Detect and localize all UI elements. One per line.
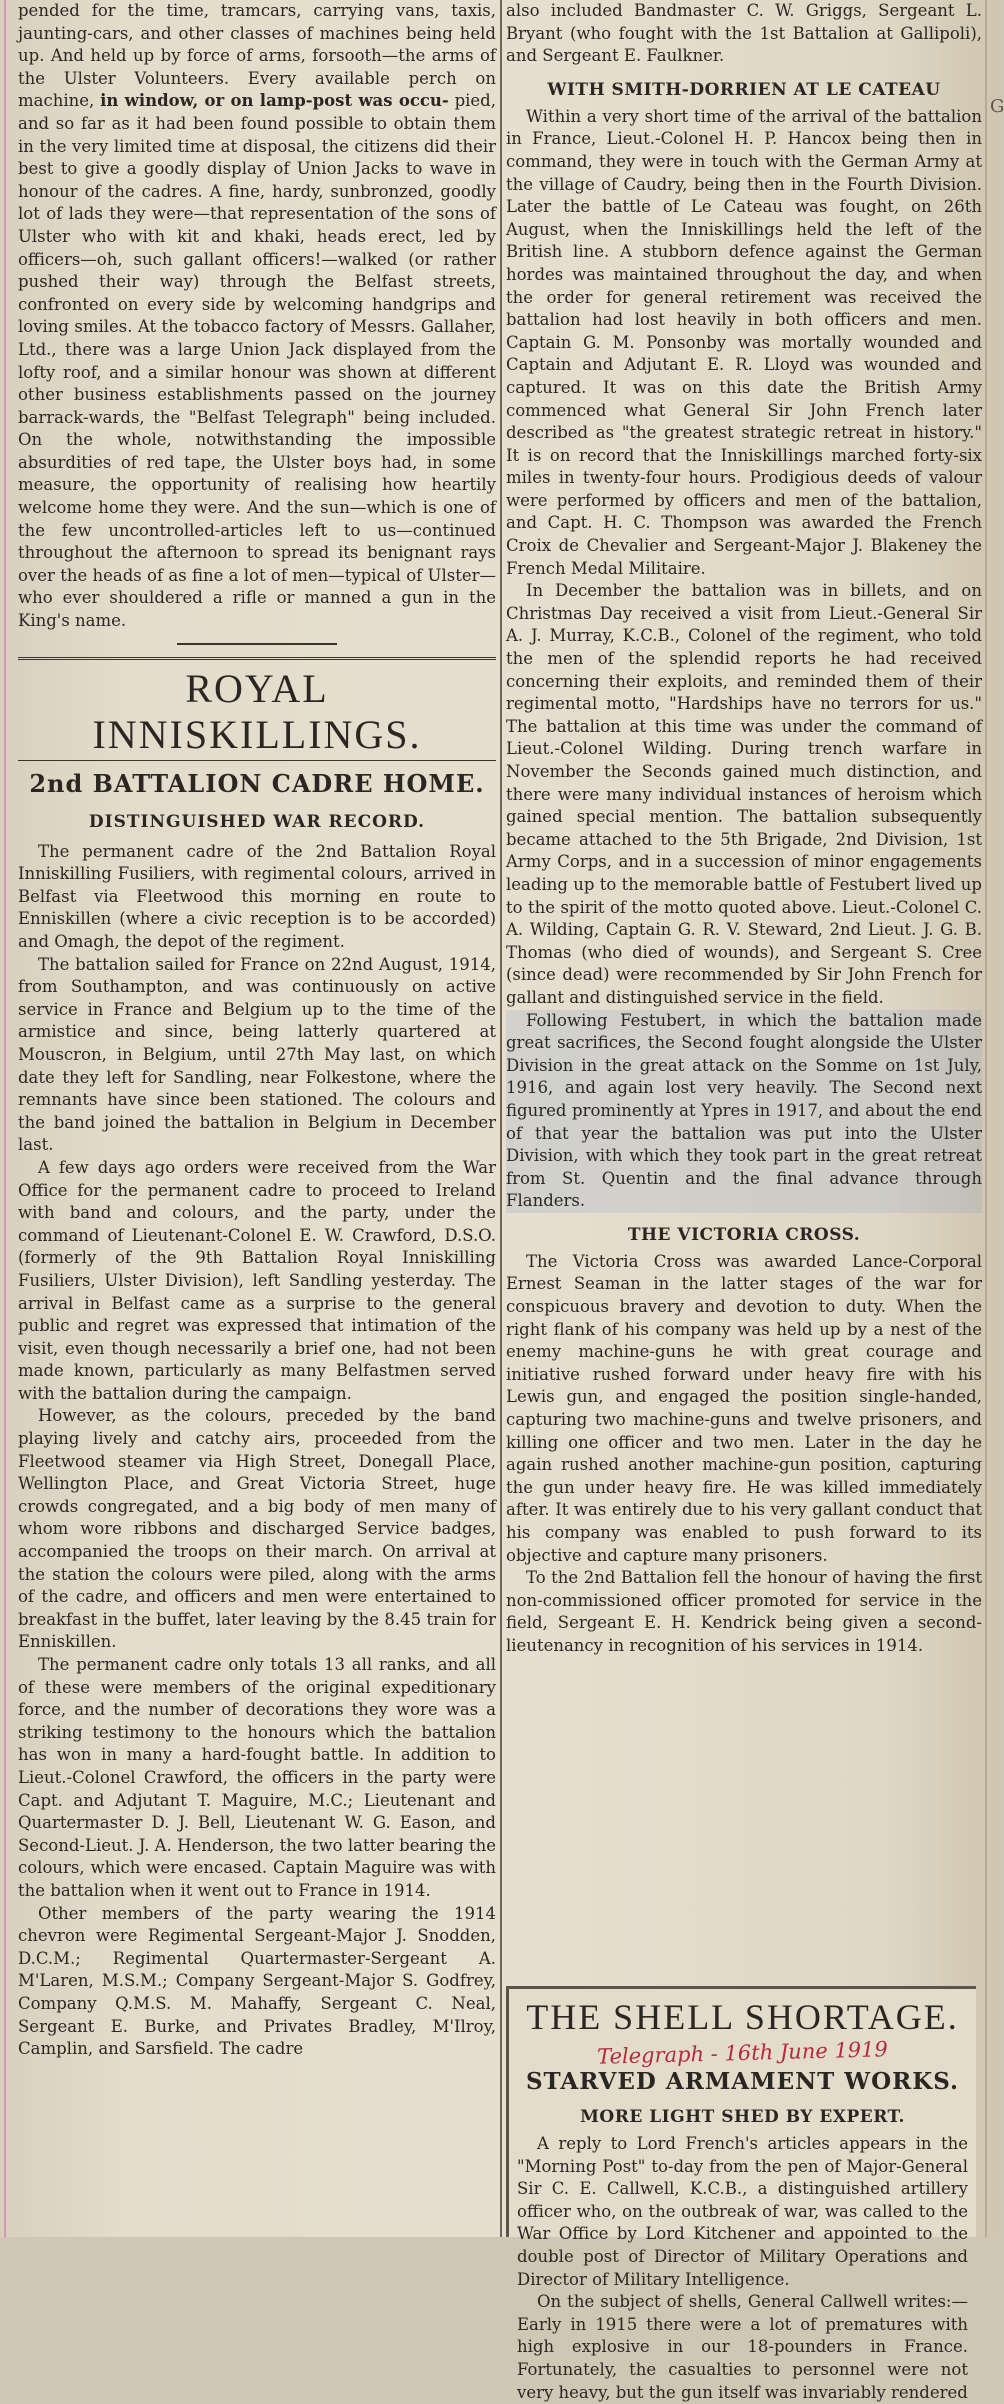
- article-paragraph: However, as the colours, preceded by the band playing lively and catchy airs, proceeded from the Fleetwood steamer via High Street, Donegall Place, Wellington Place, and Great Victoria Street, huge crowds congregated, and a big body of men many of whom wore ribbons and discharged Service badges, accompanied the troops on their march. On arrival at the station the colours were piled, along with the arms of the cadre, and officers and men were entertained to breakfast in the buffet, later leaving by the 8.45 train for Enniskillen.: [18, 1406, 496, 1652]
- intro-text: pended for the time, tramcars, carrying vans, taxis, jaunting-cars, and other classes of machines being held up. And held up by force of arms, forsooth—the arms of the Ulster Volunteers. Every available perch on machine,: [18, 1, 496, 111]
- article-paragraph: The battalion sailed for France on 22nd August, 1914, from Southampton, and was continuously on active service in France and Belgium up to the time of the armistice and since, being latterly quartered at Mouscron, in Belgium, until 27th May last, on which date they left for Sandling, near Folkestone, where the remnants have since been stationed. The colours and the band joined the battalion in Belgium in December last.: [18, 954, 496, 1155]
- article-paragraph: Within a very short time of the arrival of the battalion in France, Lieut.-Colonel H. P. Hancox being then in command, they were in touch with the German Army at the village of Caudry, being then in the Fourth Division. Later the battle of Le Cateau was fought, on 26th August, when the Inniskillings held the left of the British line. A stubborn defence against the German hordes was maintained throughout the day, and when the order for general retirement was received the battalion had lost heavily in both officers and men. Captain G. M. Ponsonby was mortally wounded and Captain and Adjutant E. R. Lloyd was wounded and captured. It was on this date the British Army commenced what General Sir John French later described as "the greatest strategic retreat in history." It is on record that the Inniskillings marched forty-six miles in twenty-four hours. Prodigious deeds of valour were performed by officers and men of the battalion, and Capt. H. C. Thompson was awarded the French Croix de Chevalier and Sergeant-Major J. Blakeney the French Medal Militaire.: [506, 106, 982, 578]
- continued-paragraph: also included Bandmaster C. W. Griggs, Sergeant L. Bryant (who fought with the 1st Battalion at Gallipoli), and Sergeant E. Faulkner.: [506, 1, 982, 66]
- article-paragraph: Other members of the party wearing the 1914 chevron were Regimental Sergeant-Major J. Snodden, D.C.M.; Regimental Quartermaster-Sergeant A. M'Laren, M.S.M.; Company Sergeant-Major S. Godfrey, Company Q.M.S. M. Mahaffy, Sergeant C. Neal, Sergeant E. Burke, and Privates Bradley, M'Ilroy, Camplin, and Sarsfield. The cadre: [18, 1903, 496, 2059]
- clipping-body: [517, 2133, 968, 2404]
- intro-rest-text: pied, and so far as it had been found possible to obtain them in the very limited time at disposal, the citizens did their best to give a goodly display of Union Jacks to wave in honour of the cadres. A fine, hardy, sunbronzed, goodly lot of lads they were—that representation of the sons of Ulster who with kit and khaki, heads erect, led by officers—oh, such gallant officers!—walked (or rather pushed their way) through the Belfast streets, confronted on every side by welcoming handgrips and loving smiles. At the tobacco factory of Messrs. Gallaher, Ltd., there was a large Union Jack displayed from the lofty roof, and a similar honour was shown at different other business establishments passed on the journey barrack-wards, the "Belfast Telegraph" being included. On the whole, notwithstanding the impossible absurdities of red tape, the Ulster boys had, in some measure, the opportunity of realising how heartily welcome home they were. And the sun—which is one of the few uncontrolled-articles left to us—continued throughout the afternoon to spread its benignant rays over the heads of as fine a lot of men—typical of Ulster—who ever shouldered a rifle or manned a gun in the King's name.: [18, 91, 496, 631]
- right-edge-rule: [985, 0, 987, 2237]
- clipping-paragraph: A reply to Lord French's articles appears in the "Morning Post" to-day from the pen of Major-General Sir C. E. Callwell, K.C.B., a distinguished artillery officer who, on the outbreak of war, was called to the War Office by Lord Kitchener and appointed to the double post of Director of Military Operations and Director of Military Intelligence.: [517, 2134, 968, 2289]
- article-separator: [177, 643, 337, 645]
- article-paragraph: The Victoria Cross was awarded Lance-Corporal Ernest Seaman in the latter stages of the war for conspicuous bravery and devotion to duty. When the right flank of his company was held up by a nest of the enemy machine-guns he with great courage and initiative rushed forward under heavy fire with his Lewis gun, and engaged the position single-handed, capturing two machine-guns and twelve prisoners, and killing one officer and two men. Later in the day he again rushed another machine-gun position, capturing the gun under heavy fire. He was killed immediately after. It was entirely due to his very gallant conduct that his company was enabled to push forward to its objective and capture many prisoners.: [506, 1251, 982, 1565]
- article-paragraph: Following Festubert, in which the battalion made great sacrifices, the Second fought alongside the Ulster Division in the great attack on the Somme on 1st July, 1916, and again lost very heavily. The Second next figured prominently at Ypres in 1917, and about the end of that year the battalion was put into the Ulster Division, with which they took part in the great retreat from St. Quentin and the final advance through Flanders.: [506, 1010, 982, 1213]
- article-paragraph: To the 2nd Battalion fell the honour of having the first non-commissioned officer promoted for service in the field, Sergeant E. H. Kendrick being given a second-lieutenancy in recognition of his services in 1914.: [506, 1568, 982, 1655]
- section-heading-le-cateau: WITH SMITH-DORRIEN AT LE CATEAU: [547, 79, 941, 100]
- section-heading-victoria-cross: THE VICTORIA CROSS.: [627, 1224, 861, 1245]
- right-column: [506, 0, 982, 1658]
- left-column: [18, 0, 496, 2061]
- edge-glyph: G: [990, 96, 1004, 117]
- clipping-masthead: THE SHELL SHORTAGE.: [526, 1997, 959, 2037]
- intro-bold-text: in window, or on lamp-post was occu-: [100, 91, 449, 111]
- article-paragraph: In December the battalion was in billets, and on Christmas Day received a visit from Lieut.-General Sir A. J. Murray, K.C.B., Colonel of the regiment, who told the men of the splendid reports he had received concerning their exploits, and reminded them of their regimental motto, "Hardships have no terrors for us." The battalion at this time was under the command of Lieut.-Colonel Wilding. During trench warfare in November the Seconds gained much distinction, and there were many individual instances of heroism which gained special mention. The battalion subsequently became attached to the 5th Brigade, 2nd Division, 1st Army Corps, and in a succession of minor engagements leading up to the memorable battle of Festubert lived up to the spirit of the motto quoted above. Lieut.-Colonel C. A. Wilding, Captain G. R. V. Steward, 2nd Lieut. J. G. B. Thomas (who died of wounds), and Sergeant S. Cree (since dead) were recommended by Sir John French for gallant and distinguished service in the field.: [506, 581, 982, 1007]
- intro-paragraph: [18, 0, 496, 633]
- clipping-subhead: MORE LIGHT SHED BY EXPERT.: [580, 2107, 905, 2127]
- margin-line: [4, 0, 6, 2237]
- clipping-deck: STARVED ARMAMENT WORKS.: [525, 2068, 960, 2095]
- article-subhead: DISTINGUISHED WAR RECORD.: [88, 811, 426, 832]
- clipping-paragraph: On the subject of shells, General Callwell writes:—Early in 1915 there were a lot of prematures with high explosive in our 18-pounders in France. Fortunately, the casualties to personnel were not very heavy, but the gun itself was invariably rendered: [517, 2292, 968, 2402]
- article-paragraph: The permanent cadre of the 2nd Battalion Royal Inniskilling Fusiliers, with regimental colours, arrived in Belfast via Fleetwood this morning en route to Enniskillen (where a civic reception is to be accorded) and Omagh, the depot of the regiment.: [18, 841, 496, 951]
- article-masthead: ROYAL INNISKILLINGS.: [18, 657, 496, 761]
- handwritten-annotation: Telegraph - 16th June 1919: [596, 2037, 889, 2069]
- article-deck: 2nd BATTALION CADRE HOME.: [29, 768, 485, 798]
- article-paragraph: A few days ago orders were received from the War Office for the permanent cadre to proceed to Ireland with band and colours, and the party, under the command of Lieutenant-Colonel E. W. Crawford, D.S.O. (formerly of the 9th Battalion Royal Inniskilling Fusiliers, Ulster Division), left Sandling yesterday. The arrival in Belfast came as a surprise to the general public and regret was expressed that intimation of the visit, even though necessarily a brief one, had not been made known, particularly as many Belfastmen served with the battalion during the campaign.: [18, 1157, 496, 1403]
- column-rule: [500, 0, 502, 2237]
- shell-shortage-clipping: [506, 1986, 976, 2402]
- article-paragraph: The permanent cadre only totals 13 all ranks, and all of these were members of the original expeditionary force, and the number of decorations they wore was a striking testimony to the honours which the battalion has won in many a hard-fought battle. In addition to Lieut.-Colonel Crawford, the officers in the party were Capt. and Adjutant T. Maguire, M.C.; Lieutenant and Quartermaster D. J. Bell, Lieutenant W. G. Eason, and Second-Lieut. J. A. Henderson, the two latter bearing the colours, which were encased. Captain Maguire was with the battalion when it went out to France in 1914.: [18, 1655, 496, 1900]
